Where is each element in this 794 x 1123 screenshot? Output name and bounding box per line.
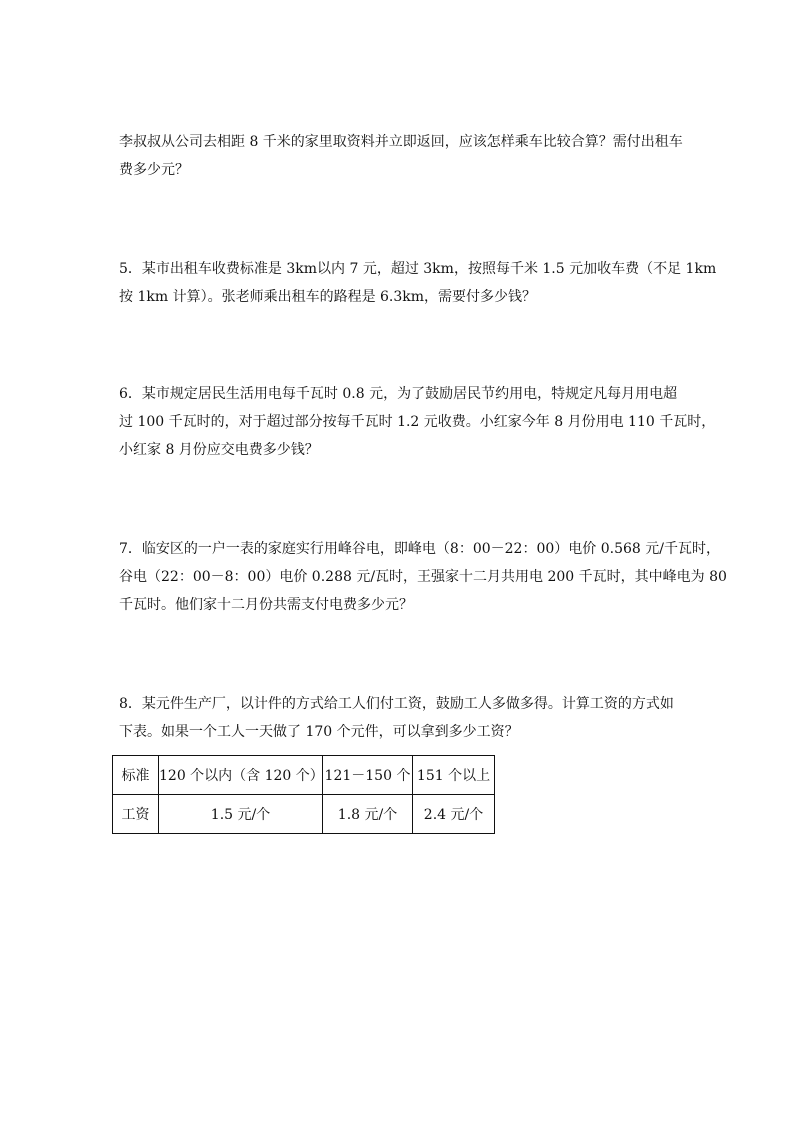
table-cell: 标准	[113, 756, 159, 795]
problem-5	[119, 255, 717, 311]
table-cell: 121－150 个	[323, 756, 413, 795]
table-cell: 1.5 元/个	[159, 795, 323, 834]
text-line: 5．某市出租车收费标准是 3km以内 7 元，超过 3km，按照每千米 1.5 元加收车费（不足 1km	[119, 261, 717, 277]
table-row	[113, 756, 495, 795]
wage-table	[112, 755, 495, 834]
text-line: 下表。如果一个工人一天做了 170 个元件，可以拿到多少工资？	[119, 724, 519, 740]
text-line: 费多少元？	[119, 162, 189, 178]
table-cell: 2.4 元/个	[413, 795, 495, 834]
table-cell: 1.8 元/个	[323, 795, 413, 834]
problem-8	[119, 690, 679, 746]
text-line: 李叔叔从公司去相距 8 千米的家里取资料并立即返回，应该怎样乘车比较合算？需付出租车	[119, 134, 683, 150]
text-line: 按 1km 计算）。张老师乘出租车的路程是 6.3km，需要付多少钱？	[119, 289, 537, 305]
table-cell: 120 个以内（含 120 个）	[159, 756, 323, 795]
text-line: 6．某市规定居民生活用电每千瓦时 0.8 元，为了鼓励居民节约用电，特规定凡每月用电超	[119, 386, 678, 402]
problem-7	[119, 535, 727, 619]
table-cell: 工资	[113, 795, 159, 834]
text-line: 千瓦时。他们家十二月份共需支付电费多少元？	[119, 597, 413, 613]
text-line: 7．临安区的一户一表的家庭实行用峰谷电，即峰电（8：00－22：00）电价 0.568 元/千瓦时，	[119, 541, 720, 557]
table-row	[113, 795, 495, 834]
table-cell: 151 个以上	[413, 756, 495, 795]
text-line: 过 100 千瓦时的，对于超过部分按每千瓦时 1.2 元收费。小红家今年 8 月份用电 110 千瓦时，	[119, 414, 716, 430]
problem-4-continued	[119, 128, 683, 184]
problem-6	[119, 380, 716, 464]
text-line: 谷电（22：00－8：00）电价 0.288 元/瓦时，王强家十二月共用电 200 千瓦时，其中峰电为 80	[119, 569, 727, 585]
text-line: 小红家 8 月份应交电费多少钱？	[119, 442, 319, 458]
text-line: 8．某元件生产厂，以计件的方式给工人们付工资，鼓励工人多做多得。计算工资的方式如	[119, 696, 674, 712]
